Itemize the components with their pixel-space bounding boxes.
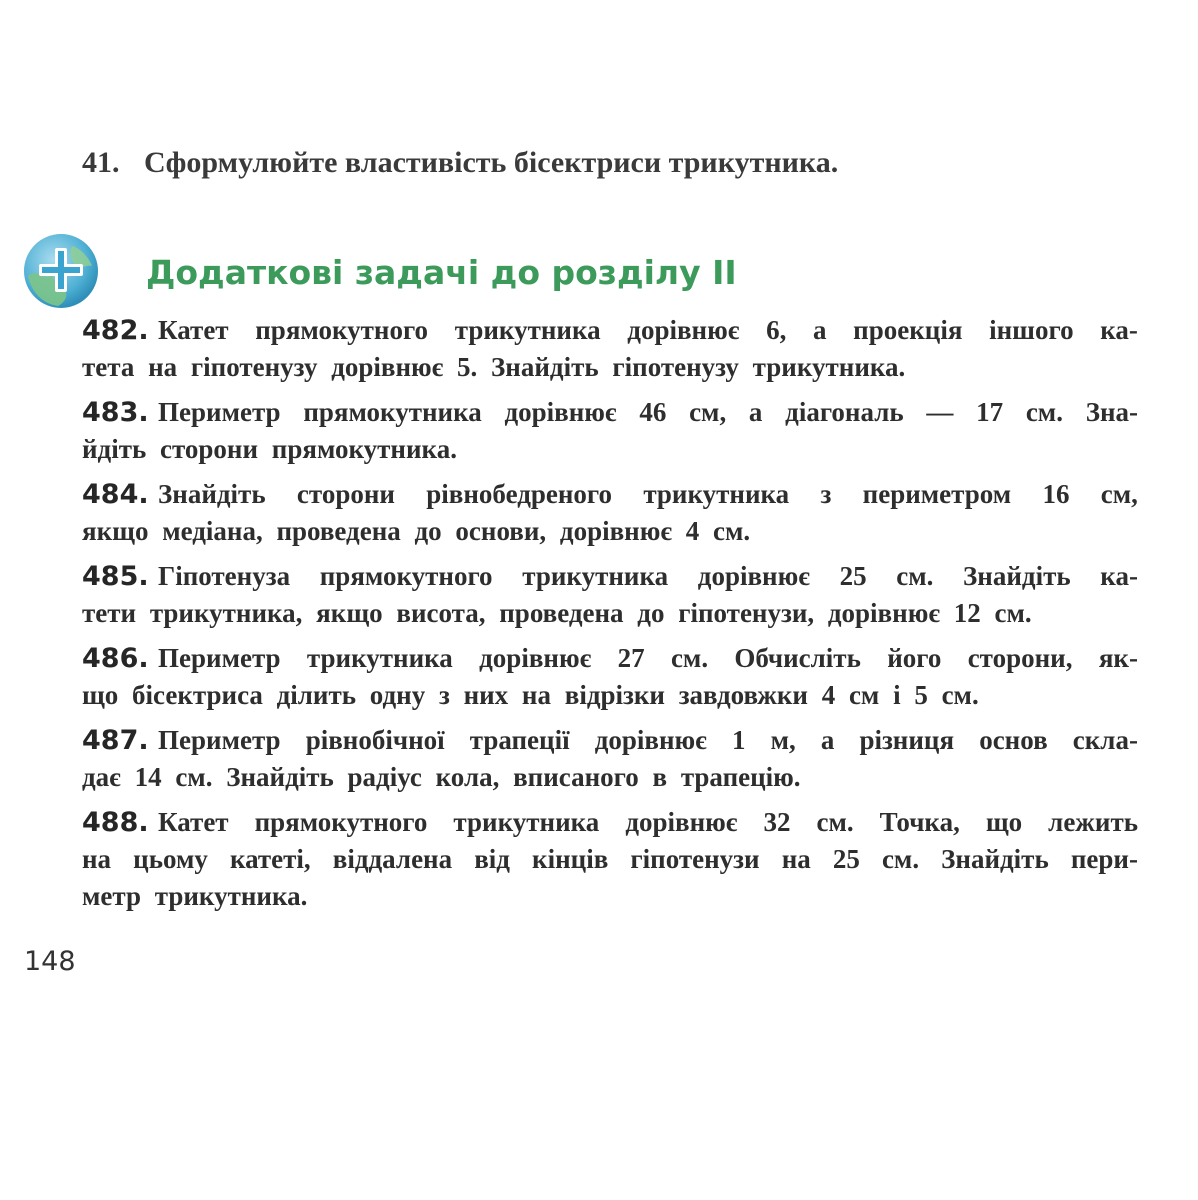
word: трикутника [453,807,600,837]
problem-list [82,312,1138,923]
word: що [985,807,1023,837]
word: ка- [1100,315,1138,345]
word: см, [1100,479,1138,509]
word: а [813,315,827,345]
problem-text-line [82,558,1138,595]
word: Катет [158,315,229,345]
word: цьому [133,844,208,874]
problem-text-line [82,640,1138,677]
previous-question-number: 41. [82,146,120,179]
word: см. [896,561,934,591]
problem-488 [82,804,1138,915]
word: його [887,643,942,673]
word: Знайдіть [158,479,266,509]
word: а [820,725,835,755]
word: 16 [1042,479,1070,509]
problem-483 [82,394,1138,468]
word: катеті, [229,844,311,874]
word: 25 [839,561,867,591]
word: трикутника [454,315,601,345]
word: іншого [989,315,1074,345]
problem-text: тета на гіпотенузу дорівнює 5. Знайдіть гіпотенузу трикутника. [82,352,906,382]
problem-text-line [82,841,1138,878]
problem-text-line [82,804,1138,841]
word: прямокутного [319,561,493,591]
word: м, [770,725,796,755]
problem-text: дає 14 см. Знайдіть радіус кола, вписаного в трапецію. [82,762,801,792]
problem-text-line [82,312,1138,349]
word: пери- [1070,844,1138,874]
problem-text-line [82,759,1138,796]
problem-text: йдіть сторони прямокутника. [82,434,457,464]
word: 32 [763,807,791,837]
word: основ [979,725,1048,755]
word: рівнобедреного [426,479,612,509]
word: трикутника [522,561,669,591]
word: см. [816,807,854,837]
word: см. [881,844,920,874]
word: дорівнює [504,397,617,427]
word: Периметр [158,725,281,755]
problem-text: якщо медіана, проведена до основи, дорівнює 4 см. [82,516,751,546]
word: прямокутника [303,397,482,427]
problem-text-line [82,722,1138,759]
word: Гіпотенуза [158,561,291,591]
word: лежить [1048,807,1138,837]
word: рівнобічної [305,725,445,755]
word: дорівнює [627,315,740,345]
word: дорівнює [594,725,707,755]
problem-number: 485. [82,561,159,592]
problem-text-line [82,394,1138,431]
word: діагональ [785,397,904,427]
problem-text-line [82,595,1138,632]
plus-globe-icon [22,232,100,310]
word: гіпотенузи [630,844,760,874]
word: Периметр [158,643,281,673]
problem-number: 488. [82,807,159,838]
word-group [82,558,290,595]
word: 27 [617,643,645,673]
word: дорівнює [625,807,738,837]
word: см. [670,643,709,673]
word: різниця [859,725,955,755]
word: сторони [296,479,395,509]
word: 46 [639,397,667,427]
page-number: 148 [24,946,76,977]
word: Знайдіть [941,844,1049,874]
section-title: Додаткові задачі до розділу II [146,253,737,292]
problem-text-line [82,513,1138,550]
word: 25 [832,844,860,874]
word: дорівнює [697,561,810,591]
word: см, [689,397,727,427]
previous-question-text: Сформулюйте властивість бісектриси трикутника. [144,146,839,179]
word: периметром [862,479,1012,509]
word: трикутника [306,643,453,673]
problem-text-line [82,878,1138,915]
word: — [926,397,954,427]
problem-number: 484. [82,479,159,510]
word: дорівнює [479,643,592,673]
problem-484 [82,476,1138,550]
word-group [82,394,281,431]
problem-number: 483. [82,397,159,428]
word: Зна- [1085,397,1138,427]
word: 1 [731,725,746,755]
problem-485 [82,558,1138,632]
word: ка- [1100,561,1138,591]
problem-486 [82,640,1138,714]
problem-text-line [82,431,1138,468]
word-group [82,804,229,841]
word: см. [1025,397,1063,427]
problem-number: 486. [82,643,159,674]
word: на [781,844,811,874]
word-group [82,312,229,349]
problem-487 [82,722,1138,796]
word: від [474,844,510,874]
word: Катет [158,807,229,837]
word: Знайдіть [963,561,1071,591]
word: трапеції [469,725,570,755]
problem-482 [82,312,1138,386]
word-group [82,722,281,759]
word: 6, [766,315,787,345]
word: з [820,479,832,509]
word: сторони, [967,643,1073,673]
problem-text: тети трикутника, якщо висота, проведена до гіпотенузи, дорівнює 12 см. [82,598,1032,628]
word: віддалена [332,844,453,874]
word: а [748,397,763,427]
problem-text-line [82,349,1138,386]
problem-text-line [82,476,1138,513]
previous-question-cut-line [82,146,839,189]
word: Обчисліть [734,643,861,673]
problem-number: 482. [82,315,159,346]
problem-text-line [82,677,1138,714]
word: скла- [1072,725,1138,755]
word-group [82,476,266,513]
problem-number: 487. [82,725,159,756]
word: прямокутного [254,807,428,837]
word: кінців [532,844,609,874]
word: Периметр [158,397,281,427]
problem-text: що бісектриса ділить одну з них на відрізки завдовжки 4 см і 5 см. [82,680,979,710]
word: трикутника [643,479,790,509]
word: як- [1098,643,1138,673]
word: 17 [976,397,1004,427]
word: Точка, [879,807,960,837]
word: прямокутного [255,315,429,345]
word: на [82,844,112,874]
problem-text: метр трикутника. [82,881,308,911]
word-group [82,640,281,677]
word: проекція [853,315,963,345]
